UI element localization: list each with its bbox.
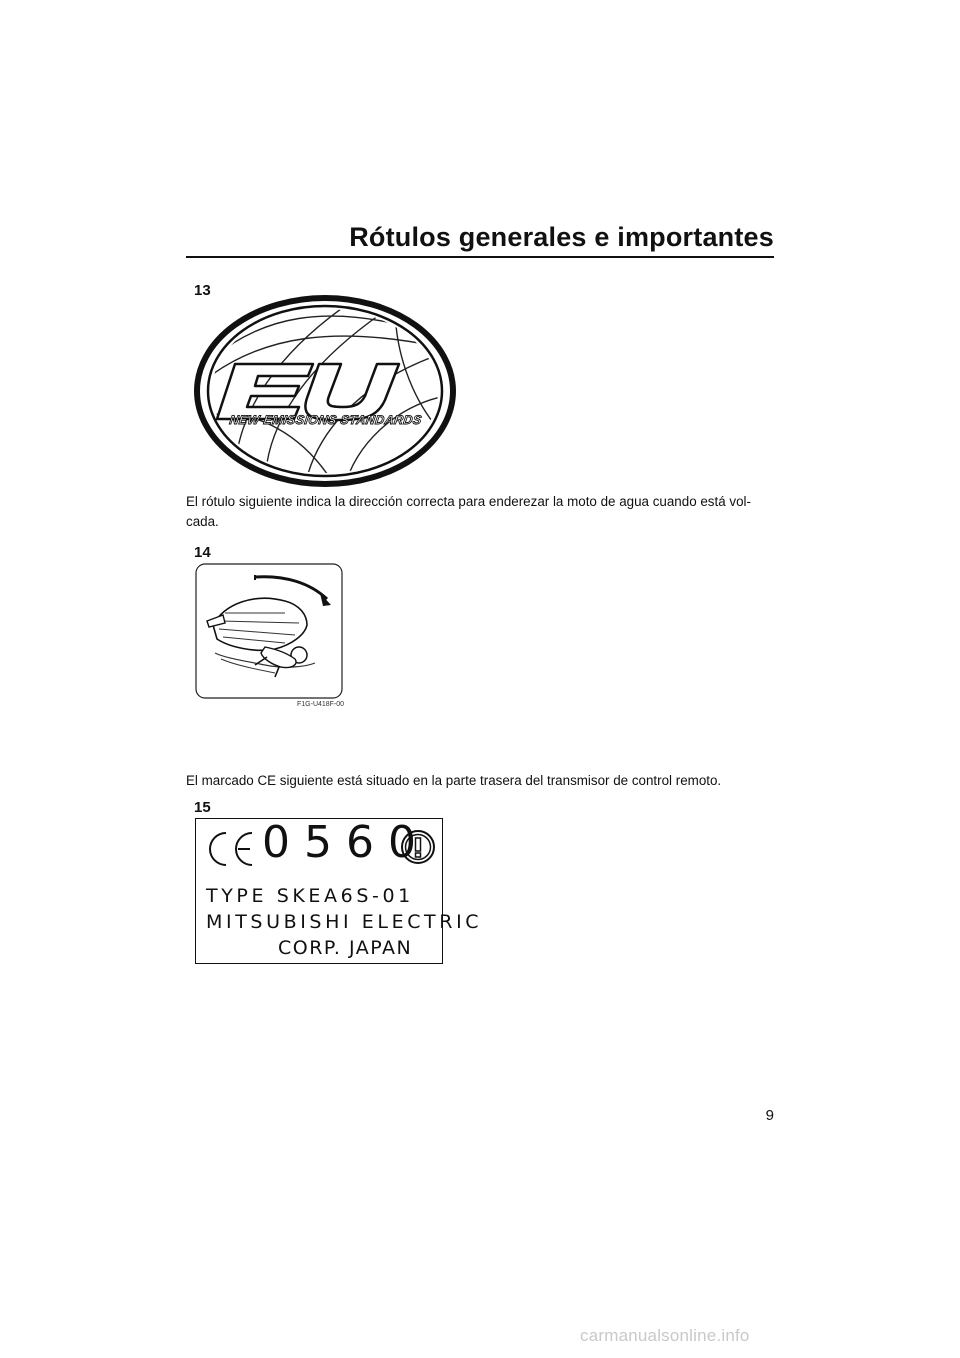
ce-country-line: CORP. JAPAN <box>278 937 413 959</box>
paragraph-righting-direction-line-2: cada. <box>186 514 219 529</box>
notified-body-number: 0560 <box>262 817 430 868</box>
ce-mark-icon <box>202 829 258 869</box>
ce-marking-label <box>195 817 483 964</box>
capsized-watercraft-label <box>195 563 343 699</box>
ce-manufacturer-line: MITSUBISHI ELECTRIC <box>206 911 483 933</box>
page-number: 9 <box>765 1107 774 1124</box>
eu-emissions-label-logo <box>195 296 455 486</box>
paragraph-ce-marking: El marcado CE siguiente está situado en la parte trasera del transmisor de control remoto. <box>186 773 722 788</box>
figure-14-code: F1G-U418F-00 <box>297 701 345 708</box>
ce-type-line: TYPE SKEA6S-01 <box>206 885 414 907</box>
paragraph-righting-direction-line-1: El rótulo siguiente indica la dirección correcta para enderezar la moto de agua cuando está vol- <box>186 494 751 509</box>
figure-14-number: 14 <box>194 544 211 561</box>
eu-label-subtext: NEW EMISSIONS STANDARDS <box>228 413 423 427</box>
alert-class-icon <box>400 829 436 865</box>
title-rule <box>186 256 774 258</box>
figure-15-number: 15 <box>194 799 211 816</box>
page-title: Rótulos generales e importantes <box>349 222 774 252</box>
watermark: carmanualsonline.info <box>580 1326 750 1345</box>
figure-13-number: 13 <box>194 282 211 299</box>
